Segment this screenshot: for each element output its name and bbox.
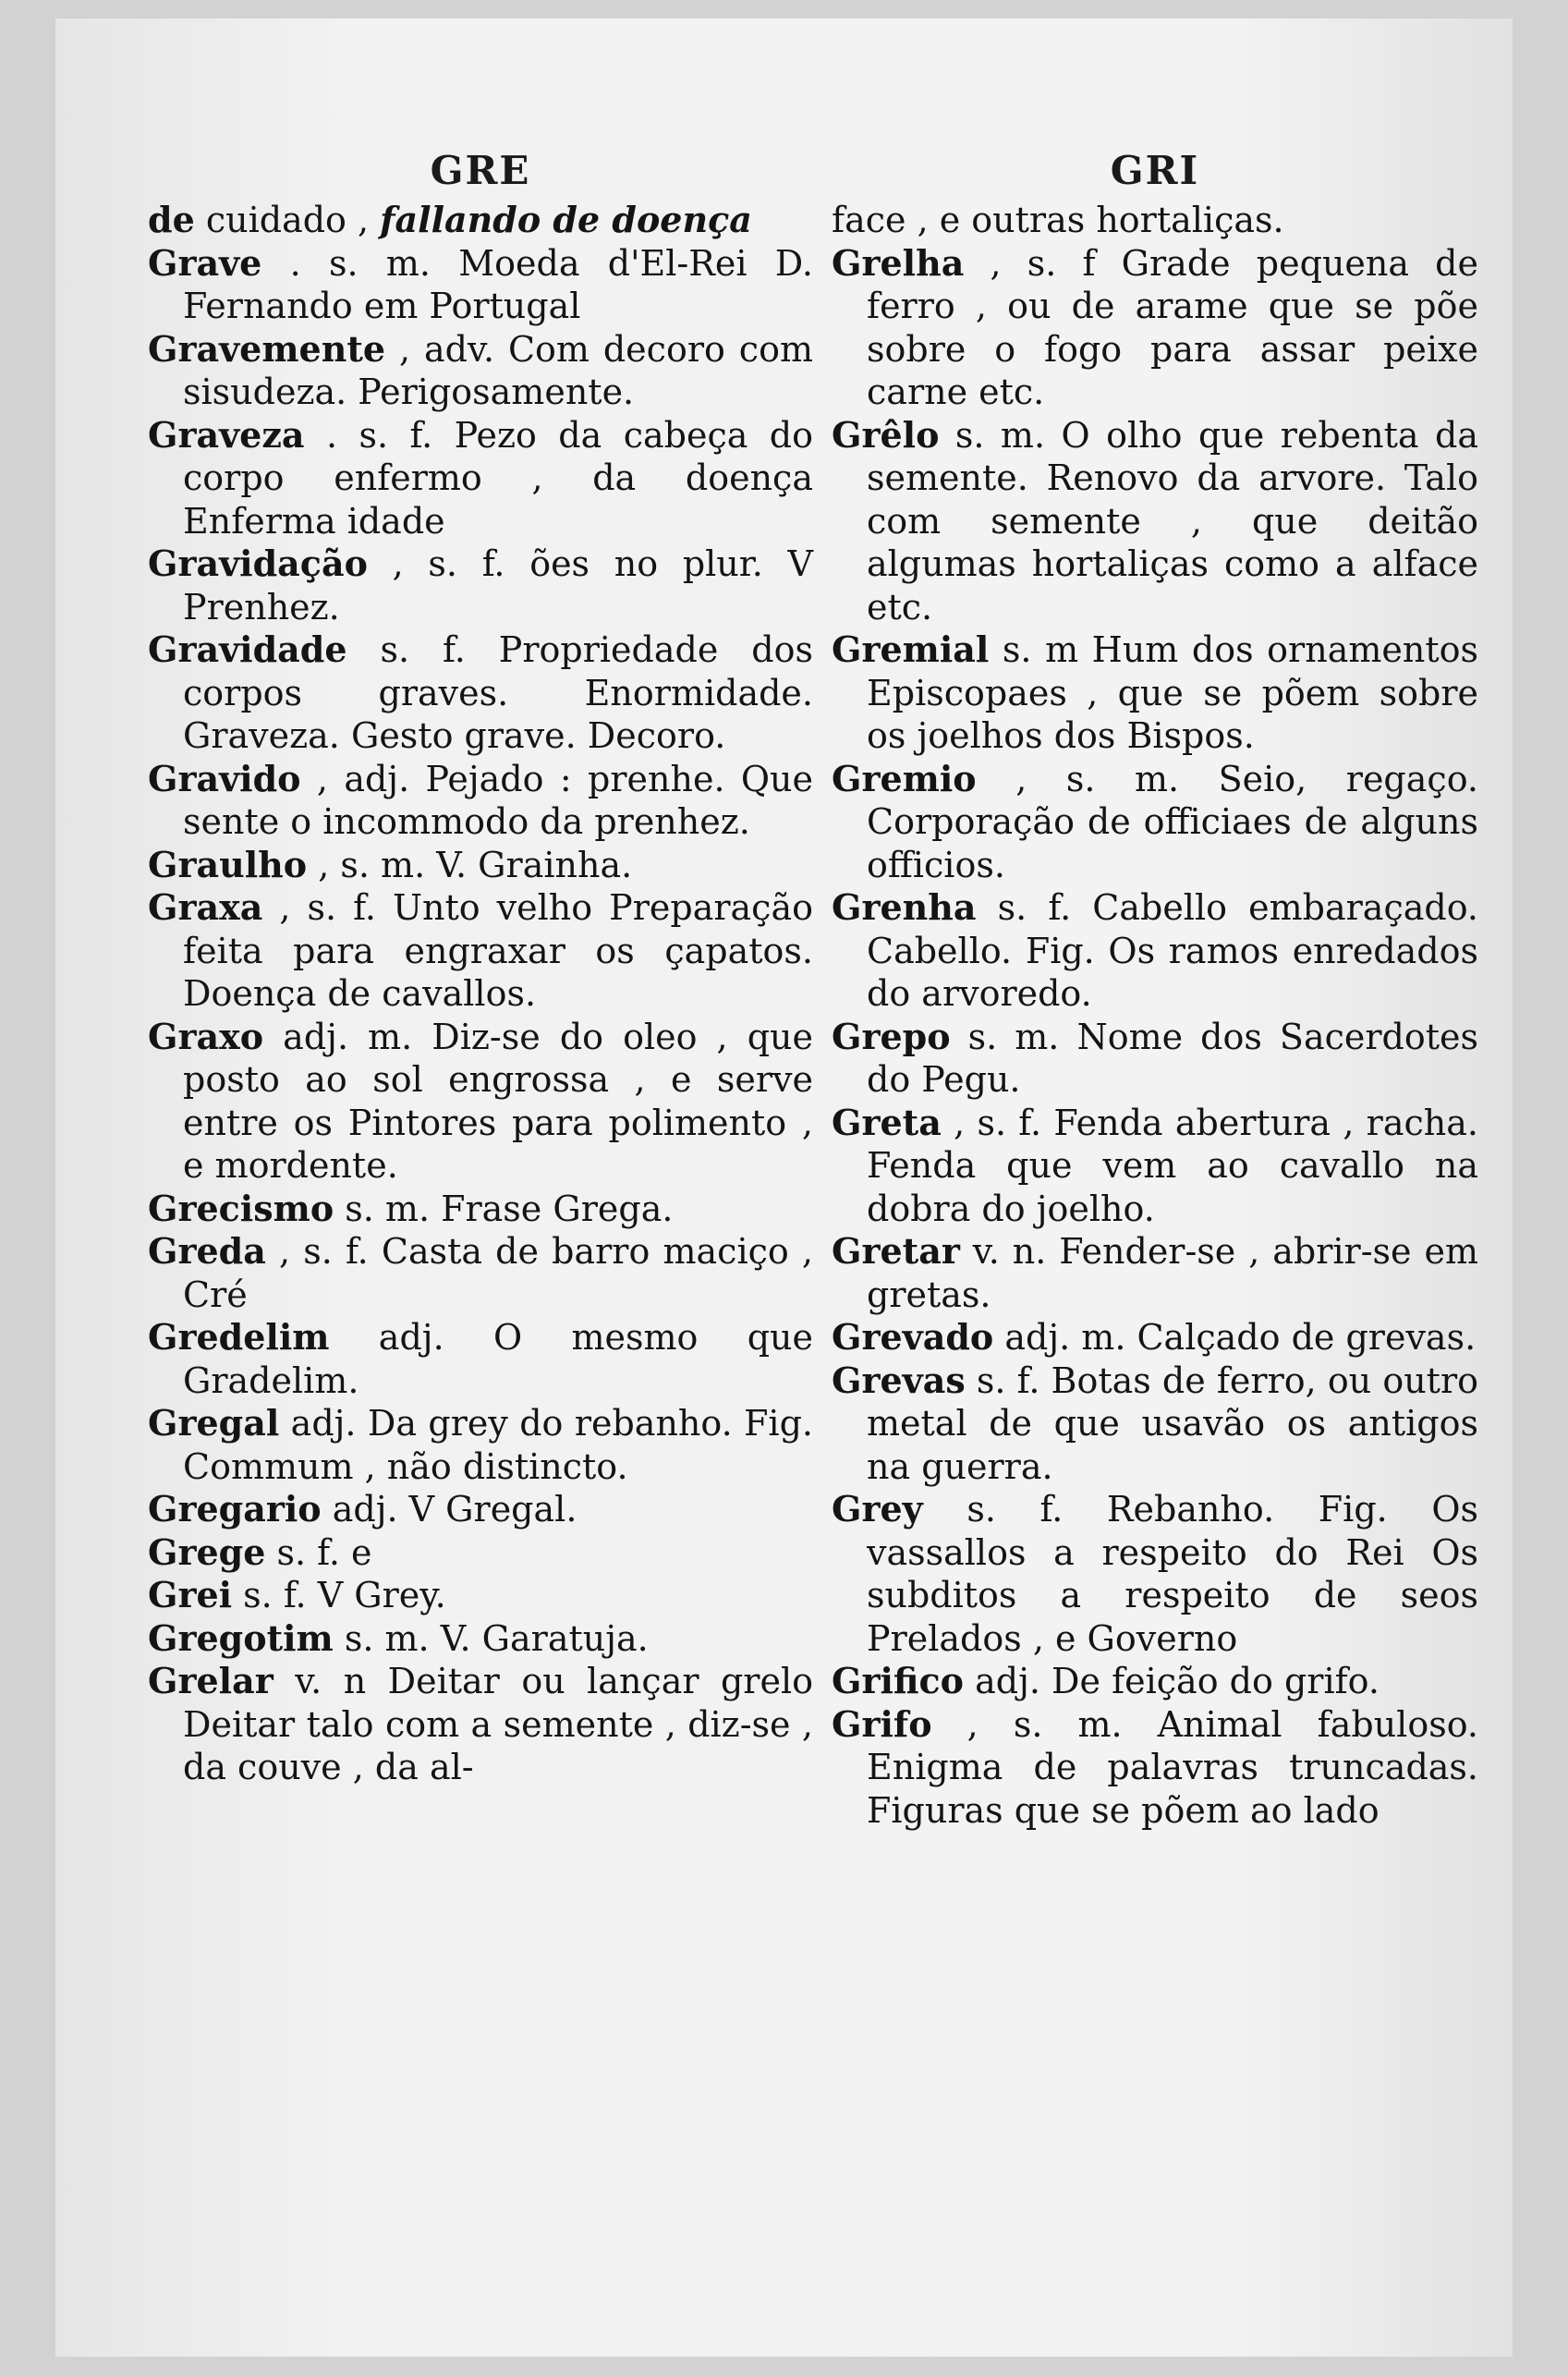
dictionary-entry [148, 1016, 813, 1188]
entry-headword: Grelar [148, 1660, 273, 1701]
dictionary-entry [832, 1316, 1478, 1359]
entry-definition: s. f. Botas de ferro, ou outro metal de que usavão os antigos na guerra. [867, 1359, 1478, 1487]
dictionary-entry [148, 628, 813, 758]
entry-headword: Gravidação [148, 542, 368, 584]
entry-definition: s. f. e [265, 1531, 372, 1573]
entry-headword: Grevas [832, 1359, 966, 1401]
entry-definition: v. n. Fender-se , abrir-se em gretas. [867, 1231, 1478, 1315]
page-header-right: GRI [1110, 148, 1200, 193]
right-entries [832, 199, 1478, 1832]
dictionary-entry [148, 1531, 813, 1575]
page-header-left: GRE [430, 148, 531, 193]
entry-headword: Grenha [832, 886, 977, 928]
entry-headword: Grevado [832, 1316, 994, 1358]
entry-headword: Graxa [148, 886, 263, 928]
entry-definition: s. m. Frase Grega. [334, 1188, 674, 1229]
dictionary-entry [148, 414, 813, 543]
dictionary-entry [148, 1617, 813, 1661]
dictionary-entry [832, 1703, 1478, 1833]
entry-definition: s. f. Rebanho. Fig. Os vassallos a respeito do Rei Os subditos a respeito de seos Prelados , e Governo [867, 1489, 1478, 1659]
dictionary-entry [148, 1230, 813, 1316]
right-column [832, 148, 1478, 1832]
entry-definition: adj. De feição do grifo. [964, 1661, 1380, 1701]
dictionary-entry [148, 1660, 813, 1789]
entry-headword: Grifico [832, 1660, 965, 1701]
dictionary-entry [832, 1359, 1478, 1489]
entry-headword: Gravemente [148, 327, 386, 370]
entry-headword: Graxo [148, 1015, 264, 1057]
dictionary-entry [832, 414, 1478, 629]
left-column [148, 148, 813, 1789]
entry-definition: , s. m. V. Grainha. [307, 844, 633, 885]
entry-definition: s. m. O olho que rebenta da semente. Renovo da arvore. Talo com semente , que deitão algumas hortaliças como a alface etc. [867, 414, 1478, 628]
entry-headword: Grepo [832, 1015, 951, 1057]
entry-definition: s. m. Nome dos Sacerdotes do Pegu. [867, 1016, 1478, 1100]
dictionary-entry [148, 1574, 813, 1617]
entry-headword: Gravidade [148, 628, 347, 670]
dictionary-entry [148, 328, 813, 414]
entry-headword: Grege [148, 1530, 266, 1573]
dictionary-entry [832, 886, 1478, 1016]
entry-headword: Gremial [832, 628, 990, 670]
entry-definition: , s. f. Fenda abertura , racha. Fenda que vem ao cavallo na dobra do joelho. [867, 1102, 1478, 1229]
dictionary-entry [148, 886, 813, 1016]
entry-headword: Greda [148, 1230, 266, 1272]
entry-definition: . s. m. Moeda d'El-Rei D. Fernando em Portugal [183, 242, 813, 326]
dictionary-entry [832, 1016, 1478, 1102]
entry-definition: , s. f. Casta de barro maciço , Cré [183, 1231, 813, 1315]
entry-headword: Gretar [832, 1230, 960, 1272]
entry-definition: adj. m. Calçado de grevas. [993, 1317, 1477, 1358]
entry-definition: v. n Deitar ou lançar grelo Deitar talo com a semente , diz-se , da couve , da al- [183, 1661, 813, 1787]
dictionary-entry [832, 628, 1478, 758]
entry-definition: adj. V Gregal. [321, 1489, 577, 1530]
entry-definition: , s. m. Seio, regaço. Corporação de officiaes de alguns officios. [867, 758, 1478, 885]
entry-definition: , s. f. Unto velho Preparação feita para engraxar os çapatos. Doença de cavallos. [183, 887, 813, 1014]
entry-definition: adj. m. Diz-se do oleo , que posto ao sol engrossa , e serve entre os Pintores para polimento , e mordente. [183, 1016, 813, 1186]
entry-headword: Greta [832, 1101, 942, 1143]
entry-headword: Grey [832, 1488, 923, 1530]
entry-headword: Grei [148, 1574, 233, 1615]
entry-headword: Grifo [832, 1702, 932, 1745]
entry-definition: s. m Hum dos ornamentos Episcopaes , que se põem sobre os joelhos dos Bispos. [867, 629, 1478, 756]
dictionary-entry [148, 844, 813, 887]
entry-headword: Grelha [832, 241, 965, 284]
entry-definition: s. f. Propriedade dos corpos graves. Enormidade. Graveza. Gesto grave. Decoro. [183, 629, 813, 756]
dictionary-entry [832, 199, 1478, 242]
entry-definition: , s. m. Animal fabuloso. Enigma de palavras truncadas. Figuras que se põem ao lado [867, 1703, 1478, 1831]
entry-definition: . s. f. Pezo da cabeça do corpo enfermo , da doença Enferma idade [183, 414, 813, 542]
entry-italic-phrase: fallando de doença [380, 199, 752, 240]
entry-headword: Gravido [148, 757, 301, 799]
dictionary-entry [832, 1488, 1478, 1660]
dictionary-entry [832, 242, 1478, 414]
book-page [55, 18, 1513, 2357]
entry-headword: Grave [148, 241, 262, 284]
dictionary-entry [148, 542, 813, 628]
dictionary-entry [148, 199, 813, 242]
entry-headword: Gregal [148, 1402, 280, 1444]
entry-definition: cuidado , [194, 200, 381, 240]
entry-definition: , adj. Pejado : prenhe. Que sente o incommodo da prenhez. [183, 758, 813, 842]
entry-definition: face , e outras hortaliças. [832, 200, 1284, 240]
dictionary-entry [148, 1488, 813, 1531]
entry-definition: , s. f Grade pequena de ferro , ou de arame que se põe sobre o fogo para assar peixe carne etc. [867, 242, 1478, 412]
dictionary-entry [148, 758, 813, 844]
dictionary-entry [148, 1402, 813, 1488]
entry-headword: Grêlo [832, 413, 940, 456]
dictionary-entry [832, 1102, 1478, 1231]
entry-headword: Gregotim [148, 1616, 334, 1659]
entry-definition: , s. f. ões no plur. V Prenhez. [183, 543, 813, 628]
entry-definition: s. m. V. Garatuja. [333, 1617, 649, 1659]
dictionary-entry [832, 1230, 1478, 1316]
entry-headword: Grecismo [148, 1187, 334, 1229]
dictionary-entry [832, 758, 1478, 887]
dictionary-entry [148, 1316, 813, 1402]
entry-definition: s. f. Cabello embaraçado. Cabello. Fig. Os ramos enredados do arvoredo. [867, 887, 1478, 1014]
entry-definition: adj. O mesmo que Gradelim. [183, 1317, 813, 1401]
entry-definition: adj. Da grey do rebanho. Fig. Commum , não distincto. [183, 1403, 813, 1487]
left-entries [148, 199, 813, 1789]
entry-definition: s. f. V Grey. [232, 1575, 446, 1615]
entry-headword: Gredelim [148, 1316, 330, 1358]
entry-headword: Gremio [832, 757, 977, 799]
entry-headword: Graulho [148, 843, 308, 885]
dictionary-entry [832, 1660, 1478, 1703]
dictionary-entry [148, 1188, 813, 1231]
entry-headword: Gregario [148, 1488, 322, 1530]
dictionary-entry [148, 242, 813, 328]
entry-headword: Graveza [148, 413, 305, 456]
entry-definition: , adv. Com decoro com sisudeza. Perigosamente. [183, 328, 813, 412]
entry-headword: de [148, 199, 195, 240]
